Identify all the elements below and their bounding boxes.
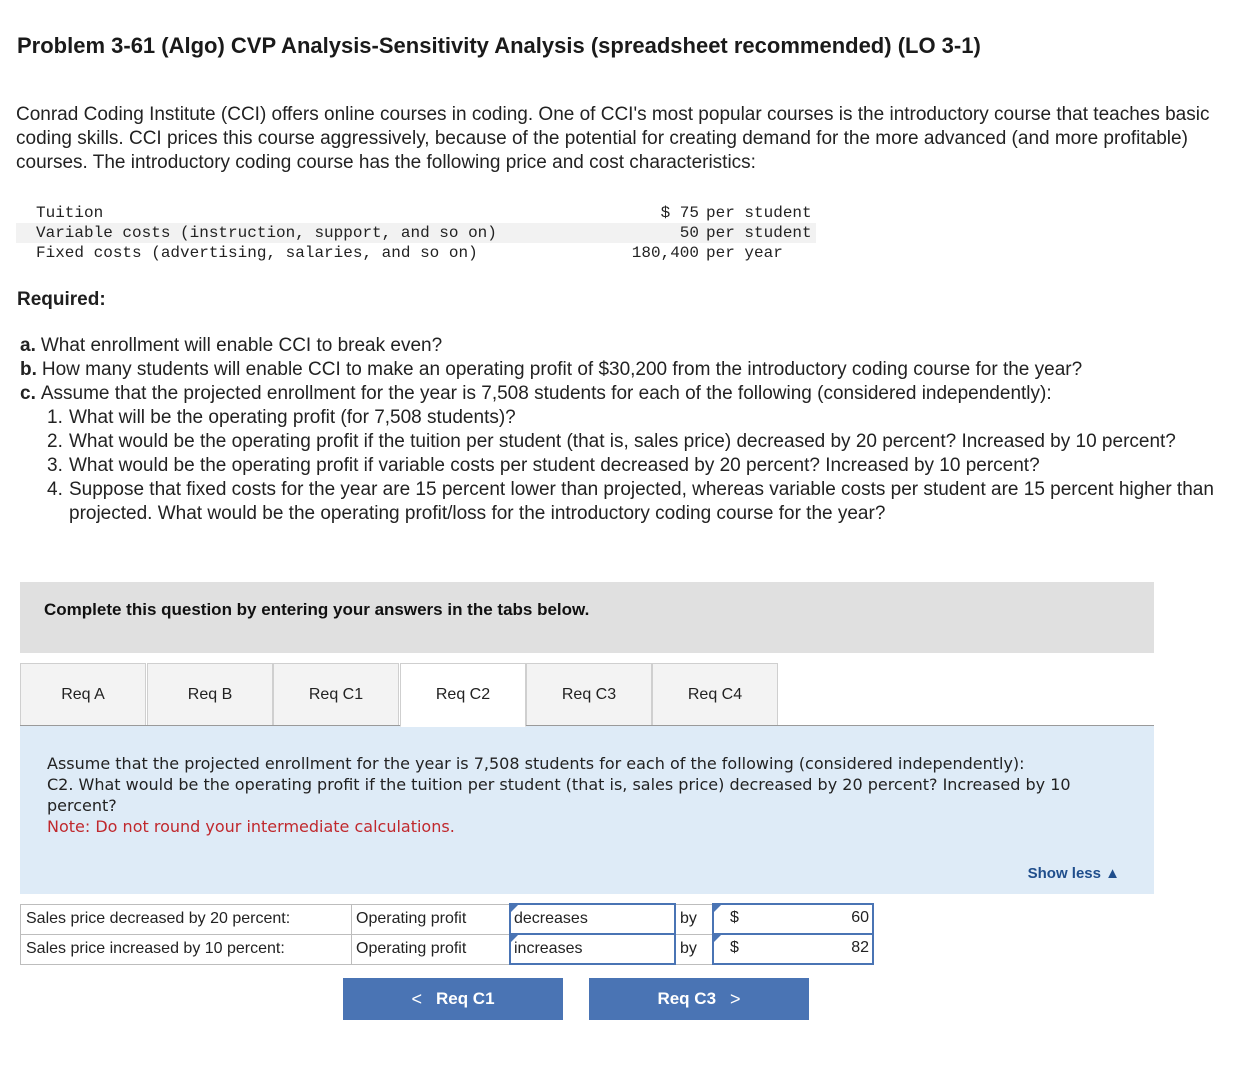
cost-label: Variable costs (instruction, support, and so on): [36, 224, 497, 242]
direction-select[interactable]: [510, 934, 675, 964]
input-flag-icon: [714, 905, 721, 912]
tab-req-a[interactable]: Req A: [20, 663, 146, 726]
requirement-letter: c.: [20, 383, 36, 404]
prev-button-label: Req C1: [435, 989, 495, 1008]
input-flag-icon: [714, 935, 721, 942]
required-heading: Required:: [17, 289, 106, 310]
answer-row-label: Sales price decreased by 20 percent:: [21, 904, 352, 934]
next-button-label: Req C3: [657, 989, 717, 1008]
cost-label: Tuition: [36, 204, 104, 222]
show-less-link[interactable]: [1028, 865, 1120, 882]
tab-req-b[interactable]: Req B: [147, 663, 273, 726]
cost-table: [16, 203, 816, 263]
prev-req-c1-button[interactable]: [343, 978, 563, 1020]
cost-unit: per year: [706, 244, 783, 262]
tab-req-c4[interactable]: Req C4: [652, 663, 778, 726]
sub-number: 3.: [47, 455, 63, 476]
tab-req-c1[interactable]: Req C1: [273, 663, 399, 726]
cost-row-tuition: [16, 203, 816, 223]
tab-req-c3[interactable]: Req C3: [526, 663, 652, 726]
by-label: by: [675, 904, 713, 934]
amount-input[interactable]: [713, 934, 873, 964]
answer-row-increase: [21, 934, 874, 964]
sub-text: Suppose that fixed costs for the year are 15 percent lower than projected, whereas variable costs per student are 15 percent higher than projected. What would be the operating profit/loss for the introductory coding course for the year?: [69, 479, 1214, 524]
requirements-list: [20, 334, 1230, 526]
instruction-text: Complete this question by entering your answers in the tabs below.: [44, 600, 590, 619]
cost-row-variable: [16, 223, 816, 243]
next-req-c3-button[interactable]: [589, 978, 809, 1020]
requirement-c1: [20, 406, 1230, 430]
cost-unit: per student: [706, 224, 812, 242]
sub-number: 4.: [47, 479, 63, 500]
sub-text: What would be the operating profit if the tuition per student (that is, sales price) decreased by 20 percent? Increased by 10 percent?: [69, 431, 1176, 452]
cost-unit: per student: [706, 204, 812, 222]
requirement-c3: [20, 454, 1230, 478]
requirement-letter: b.: [20, 359, 37, 380]
answer-op-label: Operating profit: [352, 934, 511, 964]
chevron-left-icon: <: [411, 988, 422, 1009]
requirement-b: [20, 358, 1230, 382]
panel-note: Note: Do not round your intermediate calculations.: [47, 817, 455, 836]
requirement-text: Assume that the projected enrollment for the year is 7,508 students for each of the following (considered independently):: [40, 383, 1052, 404]
show-less-label: Show less: [1027, 865, 1101, 882]
panel-line-2: C2. What would be the operating profit if the tuition per student (that is, sales price) decreased by 20 percent? Increased by 10 percent?: [47, 775, 1071, 815]
cost-row-fixed: [16, 243, 816, 263]
cost-amount: $ 75: [660, 204, 699, 222]
answer-op-label: Operating profit: [352, 904, 511, 934]
requirement-letter: a.: [20, 335, 36, 356]
sub-number: 2.: [47, 431, 63, 452]
currency-symbol: $: [730, 939, 739, 956]
panel-line-1: Assume that the projected enrollment for the year is 7,508 students for each of the following (considered independently):: [47, 754, 1025, 773]
amount-input[interactable]: [713, 904, 873, 934]
requirement-c: [20, 382, 1230, 406]
cost-label: Fixed costs (advertising, salaries, and so on): [36, 244, 478, 262]
direction-value: decreases: [514, 910, 588, 927]
problem-intro: Conrad Coding Institute (CCI) offers online courses in coding. One of CCI's most popular courses is the introductory course that teaches basic coding skills. CCI prices this course aggressively, because of the potential for creating demand for the more advanced (and more profitable) courses. The introductory coding course has the following price and cost characteristics:: [16, 104, 1210, 173]
requirement-a: [20, 334, 1230, 358]
amount-value: 60: [851, 909, 869, 926]
answer-row-decrease: [21, 904, 874, 934]
page-title: Problem 3-61 (Algo) CVP Analysis-Sensitivity Analysis (spreadsheet recommended) (LO 3-1): [17, 33, 981, 58]
currency-symbol: $: [730, 909, 739, 926]
triangle-up-icon: ▲: [1105, 865, 1120, 882]
direction-value: increases: [514, 940, 583, 957]
answer-row-label: Sales price increased by 10 percent:: [21, 934, 352, 964]
sub-number: 1.: [47, 407, 63, 428]
dropdown-flag-icon: [511, 905, 518, 912]
question-panel: [20, 726, 1154, 894]
requirement-text: What enrollment will enable CCI to break even?: [40, 335, 443, 356]
requirement-c4: [20, 478, 1230, 526]
tab-req-c2[interactable]: Req C2: [400, 663, 526, 727]
requirement-c2: [20, 430, 1230, 454]
amount-value: 82: [851, 939, 869, 956]
dropdown-flag-icon: [511, 935, 518, 942]
cost-amount: 50: [679, 224, 699, 242]
tab-bar: [20, 663, 1154, 726]
by-label: by: [675, 934, 713, 964]
cost-amount: 180,400: [631, 244, 699, 262]
chevron-right-icon: >: [730, 988, 741, 1009]
answer-table: [20, 903, 874, 965]
sub-text: What will be the operating profit (for 7,508 students)?: [69, 407, 516, 428]
instruction-bar: [20, 582, 1154, 653]
requirement-text: How many students will enable CCI to make an operating profit of $30,200 from the introductory coding course for the year?: [41, 359, 1083, 380]
direction-select[interactable]: [510, 904, 675, 934]
panel-text: [47, 753, 1127, 837]
sub-text: What would be the operating profit if variable costs per student decreased by 20 percent? Increased by 10 percent?: [69, 455, 1040, 476]
